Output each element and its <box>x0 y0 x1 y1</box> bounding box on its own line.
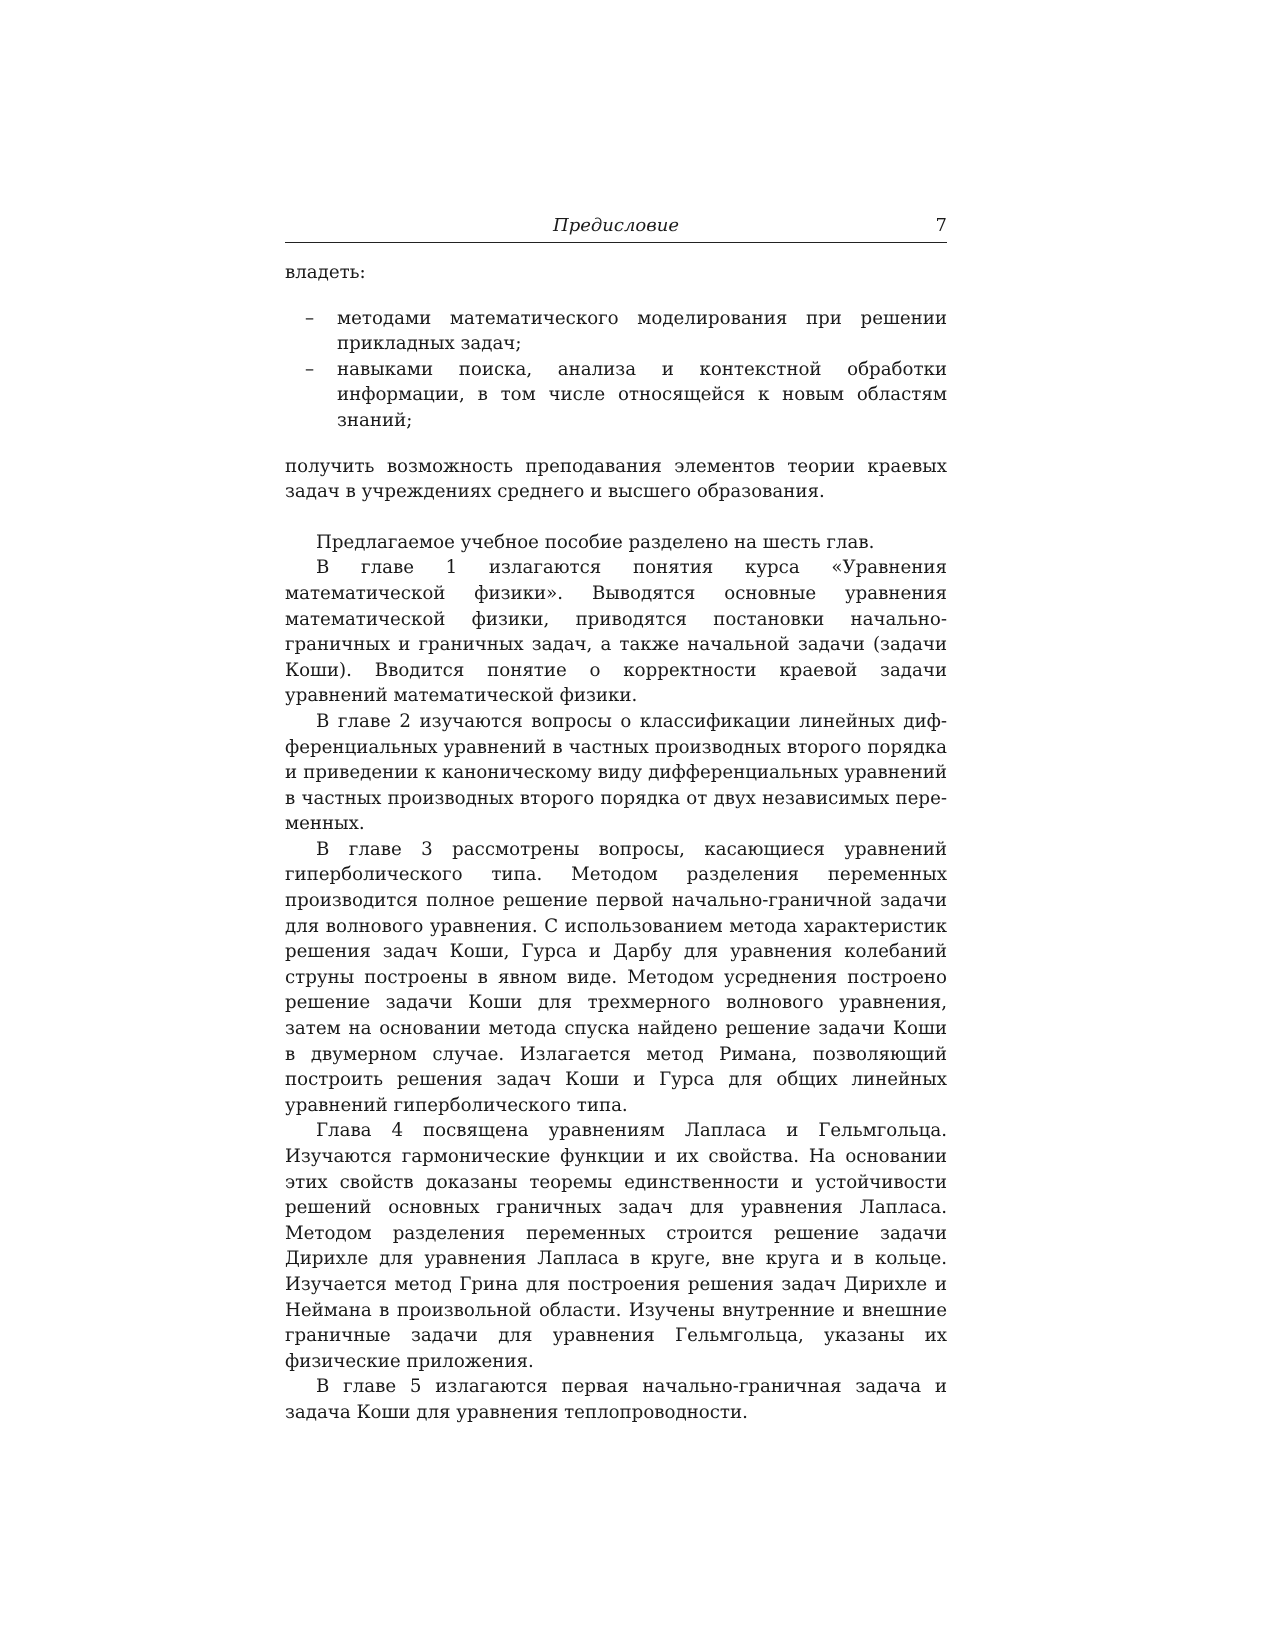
running-header <box>285 212 947 243</box>
skills-list <box>285 306 947 434</box>
paragraph-chapter-4: Глава 4 посвящена уравнениям Лапласа и Гельмгольца. Изучаются гармонические функции и их свойства. На основании этих свойств доказаны теоремы единственности и устойчивости решений основных граничных задач для уравнения Лапласа. Методом разделения переменных строится решение задачи Дирихле для уравнения Лапласа в круге, вне круга и в кольце. Изучается метод Грина для построения решения задач Дирихле и Неймана в произвольной области. Изучены внутренние и внешние граничные задачи для уравнения Гельмгольца, указаны их физические приложения. <box>285 1120 947 1372</box>
list-item: – методами математического моделирования при решении прикладных задач; <box>337 306 947 357</box>
paragraph-intro: Предлагаемое учебное пособие разделено на шесть глав. <box>316 531 875 553</box>
paragraph-chapter-2: В главе 2 изучаются вопросы о классификации линейных дифференциальных уравнений в частных производных второго порядка и приведении к каноническому виду дифференциальных уравнений в частных производных второго порядка от двух независимых переменных. <box>285 710 947 835</box>
paragraph-chapter-5: В главе 5 излагаются первая начально-граничная задача и задача Коши для уравнения теплопроводности. <box>285 1376 947 1423</box>
body-text <box>285 260 947 1426</box>
book-page <box>285 212 947 1426</box>
paragraph-chapter-1: В главе 1 излагаются понятия курса «Уравнения математической физики». Выводятся основные уравнения математической физики, приводятся постановки начально-граничных и граничных задач, а также начальной задачи (задачи Коши). Вводится понятие о корректности краевой задачи уравнений математической физики. <box>285 557 947 707</box>
closing-sentence: получить возможность преподавания элементов теории краевых задач в учреждениях среднего и высшего образования. <box>285 455 947 503</box>
lead-line: владеть: <box>285 262 366 283</box>
list-item: – навыками поиска, анализа и контекстной обработки информации, в том числе относящейся к новым областям знаний; <box>337 357 947 434</box>
page-number: 7 <box>935 215 947 236</box>
paragraph-chapter-3: В главе 3 рассмотрены вопросы, касающиеся уравнений гиперболического типа. Методом разделения переменных производится полное решение первой начально-граничной задачи для волнового уравнения. С использованием метода характеристик решения задач Коши, Гурса и Дарбу для уравнения колебаний струны построены в явном виде. Методом усреднения построено решение задачи Коши для трехмерного волнового уравнения, затем на основании метода спуска найдено решение задачи Коши в двумерном случае. Излагается метод Римана, позволяющий построить решения задач Коши и Гурса для общих линейных уравнений гиперболического типа. <box>285 838 947 1116</box>
running-title: Предисловие <box>553 215 679 236</box>
